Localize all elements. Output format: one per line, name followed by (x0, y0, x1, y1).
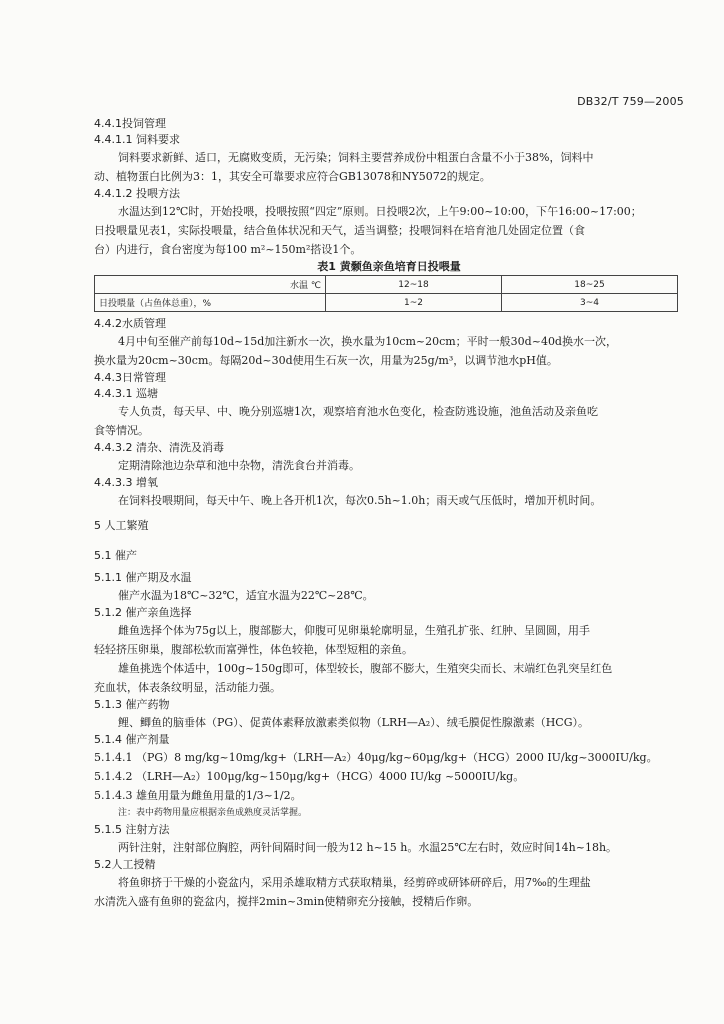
section-4-4-3-2-title: 4.4.3.2 清杂、清洗及消毒 (94, 441, 224, 454)
table-cell: 日投喂量（占鱼体总重），% (95, 294, 326, 312)
section-4-4-3-3-title: 4.4.3.3 增氧 (94, 476, 158, 489)
section-5-2-title: 5.2人工授精 (94, 858, 156, 871)
paragraph: 在饲料投喂期间，每天中午、晚上各开机1次，每次0.5h~1.0h；雨天或气压低时，增加开机时间。 (118, 494, 602, 507)
paragraph: 两针注射，注射部位胸腔，两针间隔时间一般为12 h~15 h。水温25℃左右时，效应时间14h~18h。 (118, 841, 618, 854)
standard-code: DB32/T 759—2005 (577, 95, 684, 108)
paragraph: 饲料要求新鲜、适口，无腐败变质，无污染；饲料主要营养成份中粗蛋白含量不小于38%，饲料中 (118, 151, 594, 164)
paragraph: 雌鱼选择个体为75g以上，腹部膨大，仰腹可见卵巢轮廓明显，生殖孔扩张、红肿、呈圆圆，用手 (118, 624, 591, 637)
table-cell: 3~4 (502, 294, 678, 312)
paragraph: 换水量为20cm~30cm。每隔20d~30d使用生石灰一次，用量为25g/m³，以调节池水pH值。 (94, 354, 558, 367)
paragraph: 台）内进行，食台密度为每100 m²~150m²搭设1个。 (94, 243, 362, 256)
section-4-4-1-1-title: 4.4.1.1 饲料要求 (94, 133, 180, 146)
table-cell: 1~2 (326, 294, 502, 312)
paragraph: 轻轻挤压卵巢，腹部松软而富弹性，体色较艳，体型短粗的亲鱼。 (94, 643, 413, 656)
paragraph: 动、植物蛋白比例为3：1，其安全可靠要求应符合GB13078和NY5072的规定。 (94, 170, 491, 183)
section-5-1-4-title: 5.1.4 催产剂量 (94, 733, 170, 746)
paragraph: 4月中旬至催产前每10d~15d加注新水一次，换水量为10cm~20cm；平时一般30d~40d换水一次， (118, 335, 617, 348)
paragraph: 鲤、鲫鱼的脑垂体（PG）、促黄体素释放激素类似物（LRH—A₂）、绒毛膜促性腺激素（HCG）。 (118, 716, 590, 729)
table-title: 表1 黄颡鱼亲鱼培育日投喂量 (317, 260, 461, 273)
dosage-item: 5.1.4.3 雄鱼用量为雌鱼用量的1/3~1/2。 (94, 789, 302, 802)
section-5-1-3-title: 5.1.3 催产药物 (94, 698, 170, 711)
section-5-1-5-title: 5.1.5 注射方法 (94, 823, 170, 836)
paragraph: 水温达到12℃时，开始投喂，投喂按照“四定”原则。日投喂2次，上午9:00~10:00，下午16:00~17:00； (118, 205, 642, 218)
note: 注：表中药物用量应根据亲鱼成熟度灵活掌握。 (118, 808, 308, 818)
section-4-4-3-1-title: 4.4.3.1 巡塘 (94, 387, 158, 400)
paragraph: 催产水温为18℃~32℃，适宜水温为22℃~28℃。 (118, 589, 374, 602)
paragraph: 专人负责，每天早、中、晚分别巡塘1次，观察培育池水色变化，检查防逃设施，池鱼活动及亲鱼吃 (118, 405, 598, 418)
section-5-1-2-title: 5.1.2 催产亲鱼选择 (94, 606, 192, 619)
paragraph: 水清洗入盛有鱼卵的瓷盆内，搅拌2min~3min使精卵充分接触，授精后作卵。 (94, 895, 479, 908)
table-row (95, 276, 678, 294)
paragraph: 充血状，体表条纹明显，活动能力强。 (94, 681, 281, 694)
section-4-4-1-2-title: 4.4.1.2 投喂方法 (94, 187, 180, 200)
document-body (94, 116, 684, 911)
paragraph: 定期清除池边杂草和池中杂物，清洗食台并消毒。 (118, 459, 360, 472)
dosage-item: 5.1.4.1 （PG）8 mg/kg~10mg/kg+（LRH—A₂）40μg/kg~60μg/kg+（HCG）2000 IU/kg~3000IU/kg。 (94, 751, 658, 764)
table-cell: 12~18 (326, 276, 502, 294)
table-cell: 18~25 (502, 276, 678, 294)
table-row (95, 294, 678, 312)
feeding-table (94, 275, 678, 312)
section-5-1-1-title: 5.1.1 催产期及水温 (94, 571, 192, 584)
section-4-4-3-title: 4.4.3日常管理 (94, 371, 166, 384)
dosage-item: 5.1.4.2 （LRH—A₂）100μg/kg~150μg/kg+（HCG）4000 IU/kg ~5000IU/kg。 (94, 770, 525, 783)
section-4-4-1-title: 4.4.1投饲管理 (94, 117, 166, 130)
paragraph: 食等情况。 (94, 424, 149, 437)
table-cell: 水温 ℃ (95, 276, 326, 294)
paragraph: 日投喂量见表1，实际投喂量，结合鱼体状况和天气，适当调整；投喂饲料在培育池几处固定位置（食 (94, 224, 585, 237)
paragraph: 将鱼卵挤于干燥的小瓷盆内，采用杀雄取精方式获取精巢，经剪碎或研钵研碎后，用7‰的生理盐 (118, 876, 591, 889)
paragraph: 雄鱼挑选个体适中，100g~150g即可，体型较长，腹部不膨大，生殖突尖而长、末端红色乳突呈红色 (118, 662, 613, 675)
section-5-1-title: 5.1 催产 (94, 549, 137, 562)
section-5-title: 5 人工繁殖 (94, 519, 149, 532)
section-4-4-2-title: 4.4.2水质管理 (94, 317, 166, 330)
